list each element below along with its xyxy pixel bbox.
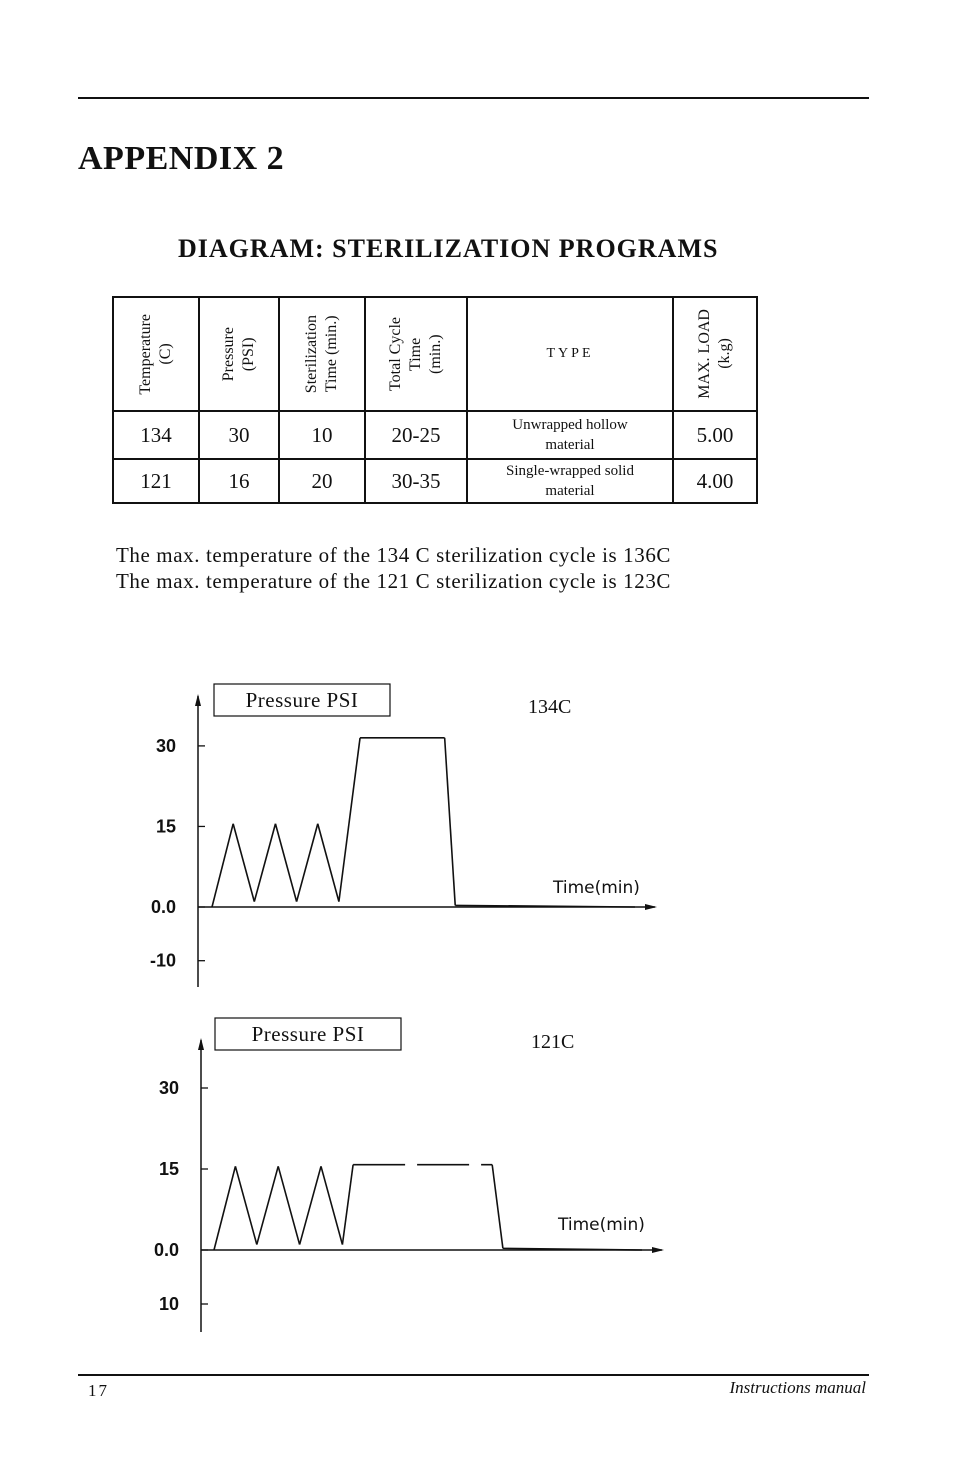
pressure-line-segment xyxy=(275,824,296,902)
x-axis-label: Time(min) xyxy=(558,1215,645,1235)
y-tick-label: 30 xyxy=(158,1078,179,1098)
pressure-line-segment xyxy=(257,1166,278,1244)
pressure-line-segment xyxy=(321,1166,342,1244)
header-total-cycle-time xyxy=(365,297,467,411)
pressure-line-segment xyxy=(235,1166,256,1244)
pressure-line-segment xyxy=(492,1165,503,1249)
y-tick-label: 15 xyxy=(158,1159,179,1179)
pressure-line-segment xyxy=(278,1166,299,1244)
y-tick-label: 15 xyxy=(155,816,176,837)
footer-manual-label: Instructions manual xyxy=(729,1378,866,1397)
chart-title: Pressure PSI xyxy=(245,688,359,712)
table-row xyxy=(113,459,757,503)
cell-type-line2: material xyxy=(545,437,595,453)
top-rule xyxy=(78,97,869,99)
header-temperature-line1: Temperature xyxy=(137,313,154,395)
cell-type-line1: Single-wrapped solid xyxy=(506,463,634,479)
cell-pressure: 16 xyxy=(199,459,279,503)
header-max-load-line2: (k.g) xyxy=(716,338,733,370)
cell-max-load: 5.00 xyxy=(673,411,757,459)
y-tick-label: 30 xyxy=(155,735,176,756)
cell-max-load: 4.00 xyxy=(673,459,757,503)
y-axis-arrow xyxy=(195,694,201,706)
header-sterilization-time-line1: Sterilization xyxy=(303,314,320,394)
cell-type-line2: material xyxy=(545,483,595,499)
pressure-line-segment xyxy=(254,824,275,902)
cell-type xyxy=(467,411,673,459)
pressure-line-segment xyxy=(342,1165,353,1245)
y-tick-label: -10 xyxy=(149,950,176,971)
sterilization-programs-table xyxy=(112,296,758,504)
pressure-line-segment xyxy=(339,738,360,902)
header-total-cycle-line3: (min.) xyxy=(427,334,444,374)
bottom-rule xyxy=(78,1374,869,1376)
cell-type xyxy=(467,459,673,503)
table-header-row xyxy=(113,297,757,411)
header-max-load xyxy=(673,297,757,411)
page-title: APPENDIX 2 xyxy=(78,140,285,177)
temperature-label: 134C xyxy=(528,696,572,718)
cell-total-cycle-time: 20-25 xyxy=(365,411,467,459)
y-axis-arrow xyxy=(198,1038,204,1050)
y-tick-label: 10 xyxy=(158,1294,179,1314)
chart-title: Pressure PSI xyxy=(251,1022,365,1046)
x-axis-label: Time(min) xyxy=(553,878,640,898)
header-pressure xyxy=(199,297,279,411)
y-tick-label: 0.0 xyxy=(153,1240,179,1260)
diagram-subtitle: DIAGRAM: STERILIZATION PROGRAMS xyxy=(178,234,719,263)
cell-type-line1: Unwrapped hollow xyxy=(512,417,628,433)
header-total-cycle-line2: Time xyxy=(407,337,424,371)
table-row xyxy=(113,411,757,459)
header-total-cycle-line1: Total Cycle xyxy=(387,317,404,391)
cell-temperature: 121 xyxy=(113,459,199,503)
pressure-line-segment xyxy=(300,1166,321,1244)
header-sterilization-time-line2: Time (min.) xyxy=(323,315,340,393)
note-134: The max. temperature of the 134 C sterilization cycle is 136C xyxy=(116,543,672,567)
header-max-load-line1: MAX. LOAD xyxy=(696,309,713,399)
pressure-chart-121c xyxy=(0,1010,954,1340)
pressure-line-segment xyxy=(212,824,233,907)
header-temperature xyxy=(113,297,199,411)
y-tick-label: 0.0 xyxy=(150,897,176,917)
cell-total-cycle-time: 30-35 xyxy=(365,459,467,503)
cell-sterilization-time: 20 xyxy=(279,459,365,503)
x-axis-arrow xyxy=(652,1247,664,1253)
page-number: 17 xyxy=(88,1381,109,1400)
note-121: The max. temperature of the 121 C sterilization cycle is 123C xyxy=(116,569,672,593)
cell-temperature: 134 xyxy=(113,411,199,459)
temperature-label: 121C xyxy=(531,1031,575,1053)
header-pressure-line1: Pressure xyxy=(220,326,237,382)
header-temperature-line2: (C) xyxy=(157,343,174,365)
pressure-chart-134c xyxy=(0,672,954,992)
cell-sterilization-time: 10 xyxy=(279,411,365,459)
cell-pressure: 30 xyxy=(199,411,279,459)
header-pressure-line2: (PSI) xyxy=(240,337,257,371)
pressure-line-segment xyxy=(318,824,339,902)
pressure-line-segment xyxy=(297,824,318,902)
pressure-line-segment xyxy=(233,824,254,902)
pressure-line-segment xyxy=(214,1166,235,1250)
header-sterilization-time xyxy=(279,297,365,411)
pressure-line-segment xyxy=(445,738,456,906)
header-type: TYPE xyxy=(467,297,673,411)
x-axis-arrow xyxy=(645,904,657,910)
